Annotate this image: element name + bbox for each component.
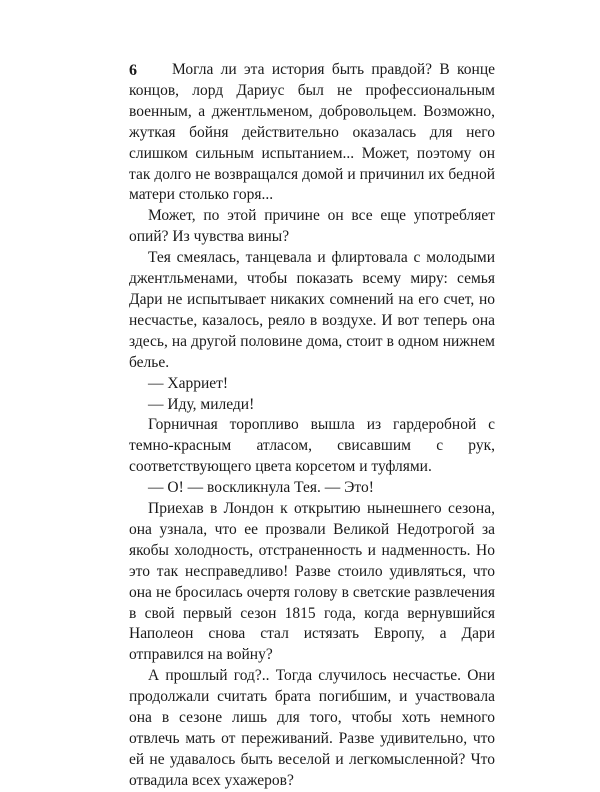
- paragraph-2: Может, по этой причине он все еще употребляет опий? Из чувства вины?: [129, 207, 495, 246]
- paragraph-8: Приехав в Лондон к открытию нынешнего сезона, она узнала, что ее прозвали Великой Недотрогой за якобы холодность, отстраненность и надменность. Но это так несправедливо! Разве стоило удивляться, что она не бросилась очертя голову в светские развлечения в свой первый сезон 1815 года, когда вернувшийся Наполеон снова стал истязать Европу, а Дари отправился на войну?: [129, 500, 495, 664]
- paragraph-1: Могла ли эта история быть правдой? В конце концов, лорд Дариус был не профессиональным военным, а джентльменом, добровольцем. Возможно, жуткая бойня действительно оказалась для него слишком сильным испытанием... Может, поэтому он так долго не возвращался домой и причинил их бедной матери столько горя...: [129, 61, 495, 204]
- page-number: 6: [129, 62, 137, 79]
- paragraph-7: — О! — воскликнула Тея. — Это!: [148, 479, 374, 497]
- paragraph-3: Тея смеялась, танцевала и флиртовала с молодыми джентльменами, чтобы показать всему миру: семья Дари не испытывает никаких сомнений на его счет, но несчастье, казалось, реяло в воздухе. И вот теперь она здесь, на другой половине дома, стоит в одном нижнем белье.: [129, 249, 495, 371]
- paragraph-6: Горничная торопливо вышла из гардеробной с темно-красным атласом, свисавшим с рук, соответствующего цвета корсетом и туфлями.: [129, 416, 495, 476]
- body-text: [129, 60, 495, 792]
- paragraph-5: — Иду, миледи!: [148, 395, 255, 413]
- paragraph-9: А прошлый год?.. Тогда случилось несчастье. Они продолжали считать брата погибшим, и участвовала она в сезоне лишь для того, чтобы хоть немного отвлечь мать от переживаний. Разве удивительно, что ей не удавалось быть веселой и легкомысленной? Что отвадила всех ухажеров?: [129, 667, 495, 789]
- paragraph-4: — Харриет!: [148, 374, 229, 392]
